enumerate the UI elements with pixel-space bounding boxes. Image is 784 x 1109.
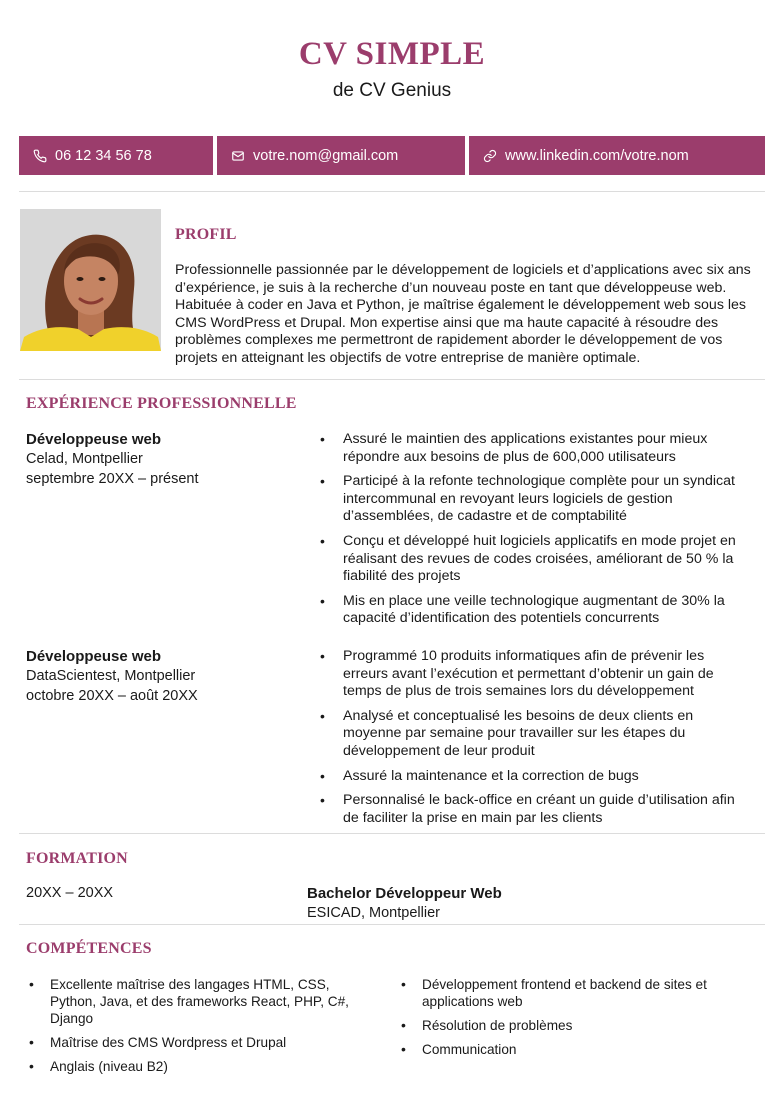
list-item: • Conçu et développé huit logiciels applicatifs en mode projet en réalisant des revues de codes croisées, améliorant de 50 % la fiabilité des projets	[317, 533, 762, 586]
skills-list-left	[26, 976, 371, 1082]
linkedin-text[interactable]: www.linkedin.com/votre.nom	[505, 147, 689, 164]
job-dates: octobre 20XX – août 20XX	[26, 688, 198, 704]
list-item: • Excellente maîtrise des langages HTML, CSS, Python, Java, et des frameworks React, PHP, C#, Django	[26, 976, 371, 1027]
job-company: DataScientest, Montpellier	[26, 668, 196, 684]
education-degree: Bachelor Développeur Web	[307, 885, 502, 902]
mail-icon	[231, 149, 245, 163]
education-heading: FORMATION	[26, 850, 128, 867]
list-item: • Analysé et conceptualisé les besoins de deux clients en moyenne par semaine pour travailler sur les étapes du développement de leur produit	[317, 708, 737, 761]
list-item: • Résolution de problèmes	[398, 1017, 743, 1034]
contact-bar	[19, 136, 765, 175]
contact-phone	[19, 136, 213, 175]
education-years: 20XX – 20XX	[26, 885, 114, 901]
profile-photo	[20, 209, 161, 351]
divider	[19, 191, 765, 192]
contact-email	[217, 136, 465, 175]
list-item: • Participé à la refonte technologique complète pour un syndicat intercommunal en revoyant leurs logiciels de gestion d’assemblées, de cadastre et de comptabilité	[317, 473, 762, 526]
list-item: • Anglais (niveau B2)	[26, 1058, 371, 1075]
list-item: • Assuré le maintien des applications existantes pour mieux répondre aux besoins de plus de 600,000 utilisateurs	[317, 431, 762, 466]
job-bullets	[317, 648, 737, 834]
job-company: Celad, Montpellier	[26, 451, 143, 467]
link-icon	[483, 149, 497, 163]
job-bullets	[317, 431, 762, 635]
list-item: • Maîtrise des CMS Wordpress et Drupal	[26, 1034, 371, 1051]
list-item: • Programmé 10 produits informatiques afin de prévenir les erreurs avant l’exécution et permettant d’obtenir un gain de temps de plus de trois semaines lors du développement	[317, 648, 737, 701]
email-text[interactable]: votre.nom@gmail.com	[253, 147, 399, 164]
job-title: Développeuse web	[26, 431, 162, 448]
job-title: Développeuse web	[26, 648, 162, 665]
list-item: • Personnalisé le back-office en créant un guide d’utilisation afin de faciliter la prise en main par les clients	[317, 792, 737, 827]
profile-text: Professionnelle passionnée par le développement de logiciels et d’applications avec six ans d’expérience, je suis à la recherche d’un nouveau poste en tant que développeuse web. Habituée à coder en Java et Python, je maîtrise également le développement web sous les CMS WordPress et Drupal. Mon expertise ainsi que ma haute capacité à résoudre des problèmes complexes me permettront de rapidement aborder le développement de vos projets en atteignant les objectifs de votre entreprise de manière optimale.	[175, 262, 751, 366]
divider	[19, 924, 765, 925]
phone-text[interactable]: 06 12 34 56 78	[55, 147, 152, 164]
list-item: • Communication	[398, 1041, 743, 1058]
divider	[19, 833, 765, 834]
divider	[19, 379, 765, 380]
list-item: • Mis en place une veille technologique augmentant de 30% la capacité d’identification des potentiels concurrents	[317, 593, 762, 628]
phone-icon	[33, 149, 47, 163]
job-dates: septembre 20XX – présent	[26, 471, 199, 487]
cv-title: CV SIMPLE	[298, 36, 486, 72]
education-school: ESICAD, Montpellier	[307, 905, 440, 921]
experience-heading: EXPÉRIENCE PROFESSIONNELLE	[26, 395, 297, 412]
list-item: • Développement frontend et backend de sites et applications web	[398, 976, 743, 1010]
cv-subtitle: de CV Genius	[332, 80, 452, 101]
skills-list-right	[398, 976, 743, 1065]
list-item: • Assuré la maintenance et la correction de bugs	[317, 768, 737, 786]
profile-heading: PROFIL	[175, 226, 237, 243]
contact-linkedin	[469, 136, 765, 175]
skills-heading: COMPÉTENCES	[26, 940, 152, 957]
